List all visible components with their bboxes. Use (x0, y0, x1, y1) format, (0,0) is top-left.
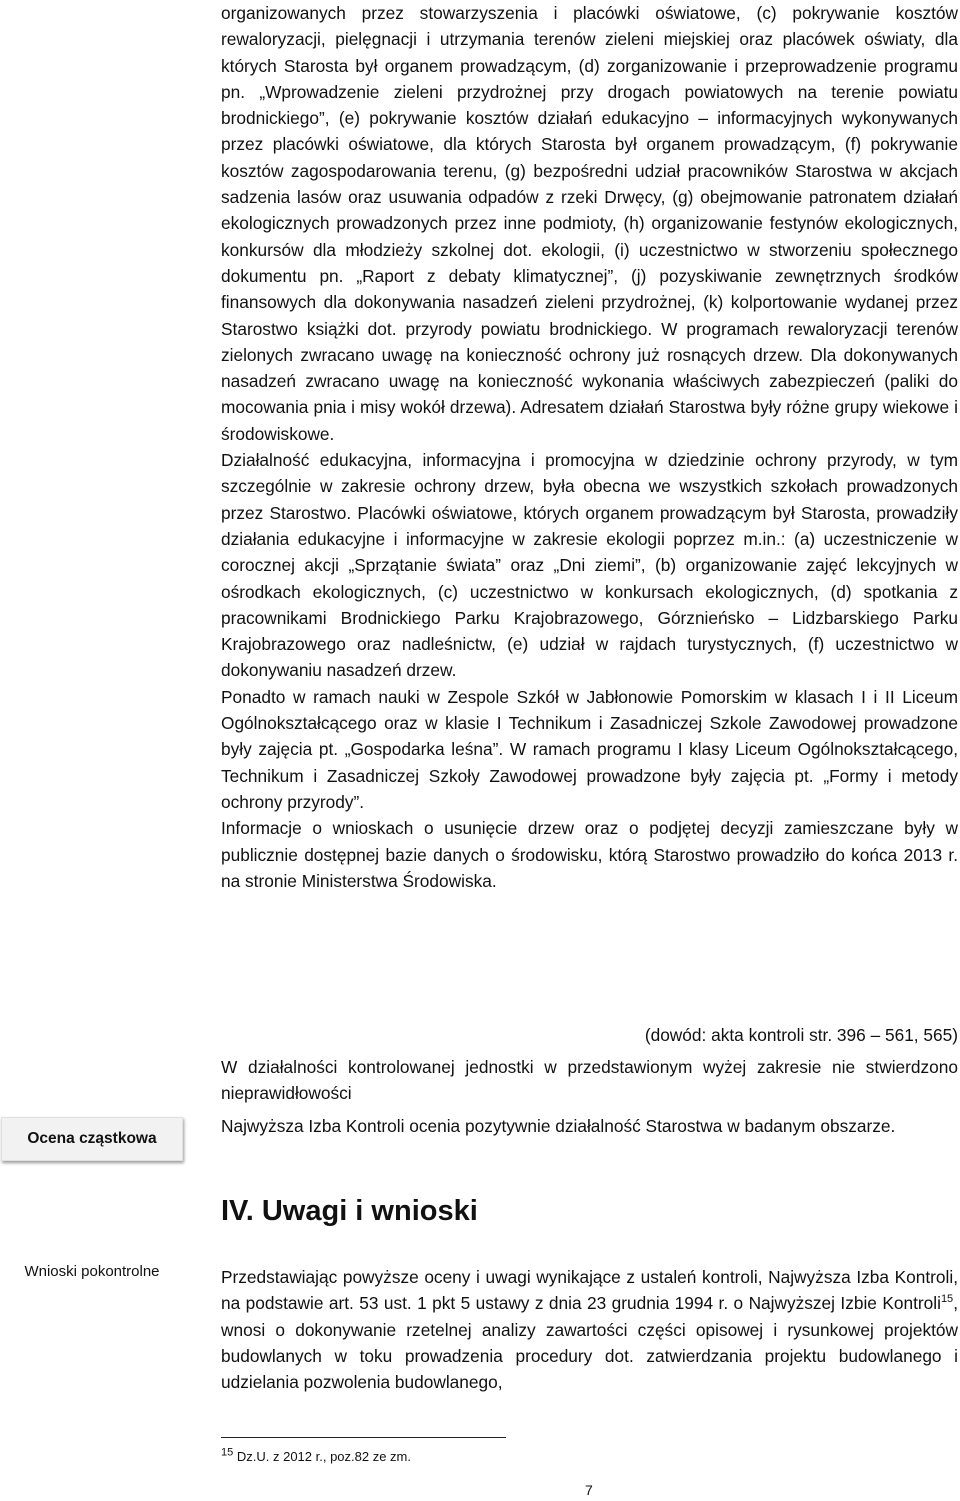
body-text-block-3 (221, 1264, 958, 1395)
paragraph-education: Działalność edukacyjna, informacyjna i promocyjna w dziedzinie ochrony przyrody, w tym szczególnie w zakresie ochrony drzew, była obecna we wszystkich szkołach prowadzonych przez Starostwo. Placówki oświatowe, których organem prowadzącym był Starosta, prowadziły działania edukacyjne i informacyjne w zakresie ekologii poprzez m.in.: (a) uczestniczenie w corocznej akcji „Sprzątanie świata” oraz „Dni ziemi”, (b) organizowanie zajęć lekcyjnych w ośrodkach ekologicznych, (c) uczestnictwo w konkursach ekologicznych, (d) spotkania z pracownikami Brodnickiego Parku Krajobrazowego, Górznieńsko – Lidzbarskiego Parku Krajobrazowego oraz nadleśnictw, (e) udział w rajdach turystycznych, (f) uczestnictwo w dokonywaniu nasadzeń drzew. (221, 450, 958, 681)
paragraph-database: Informacje o wnioskach o usunięcie drzew oraz o podjętej decyzji zamieszczane były w publicznie dostępnej bazie danych o środowisku, którą Starostwo prowadziło do końca 2013 r. na stronie Ministerstwa Środowiska. (221, 818, 958, 891)
paragraph-programs: organizowanych przez stowarzyszenia i placówki oświatowe, (c) pokrywanie kosztów rewaloryzacji, pielęgnacji i utrzymania terenów zieleni miejskiej oraz placówek oświaty, dla których Starosta był organem prowadzącym, (d) zorganizowanie i przeprowadzenie programu pn. „Wprowadzenie zieleni przydrożnej przy drogach powiatowych na terenie powiatu brodnickiego”, (e) pokrywanie kosztów działań edukacyjno – informacyjnych wykonywanych przez placówki oświatowe, dla których Starosta był organem prowadzącym, (f) pokrywanie kosztów zagospodarowania terenu, (g) bezpośredni udział pracowników Starostwa w akcjach sadzenia lasów oraz usuwania odpadów z rzeki Drwęcy, (g) obejmowanie patronatem działań ekologicznych prowadzonych przez inne podmioty, (h) organizowanie festynów ekologicznych, konkursów dla młodzieży szkolnej dot. ekologii, (i) uczestnictwo w stworzeniu społecznego dokumentu pn. „Raport z debaty klimatycznej”, (j) pozyskiwanie zewnętrznych środków finansowych dla dokonywania nasadzeń zieleni przydrożnej, (k) kolportowanie wydanej przez Starostwo książki dot. przyrody powiatu brodnickiego. W programach rewaloryzacji terenów zielonych zwracano uwagę na konieczność ochrony już rosnących drzew. Dla dokonywanych nasadzeń zwracano uwagę na konieczność wykonania właściwych zabezpieczeń (paliki do mocowania pnia i misy wokół drzewa). Adresatem działań Starostwa były różne grupy wiekowe i środowiskowe. (221, 3, 958, 444)
sidebar-label-ocena-czastkowa (1, 1117, 183, 1161)
section-heading: IV. Uwagi i wnioski (221, 1195, 478, 1227)
paragraph-positive-assessment: Najwyższa Izba Kontroli ocenia pozytywnie działalność Starostwa w badanym obszarze. (221, 1115, 896, 1136)
body-text-block-1 (221, 0, 958, 894)
evidence-citation: (dowód: akta kontroli str. 396 – 561, 565) (644, 1025, 958, 1045)
footnote-separator (221, 1437, 506, 1438)
footnote (221, 1446, 411, 1464)
sidebar-label-wnioski: Wnioski pokontrolne (24, 1263, 160, 1280)
conclusions-text-part-1: Przedstawiając powyższe oceny i uwagi wynikające z ustaleń kontroli, Najwyższa Izba Kontroli, na podstawie art. 53 ust. 1 pkt 5 ustawy z dnia 23 grudnia 1994 r. o Najwyższej Izbie Kontroli (221, 1267, 958, 1314)
page-number: 7 (585, 1482, 593, 1498)
paragraph-classes: Ponadto w ramach nauki w Zespole Szkół w Jabłonowie Pomorskim w klasach I i II Liceum Ogólnokształcącego oraz w klasie I Technikum i Zasadniczej Szkole Zawodowej prowadzone były zajęcia pt. „Gospodarka leśna”. W ramach programu I klasy Liceum Ogólnokształcącego, Technikum i Zasadniczej Szkoły Zawodowej prowadzone były zajęcia pt. „Formy i metody ochrony przyrody”. (221, 686, 958, 812)
paragraph-no-irregularities: W działalności kontrolowanej jednostki w przedstawionym wyżej zakresie nie stwierdzono nieprawidłowości (221, 1057, 958, 1104)
conclusions-text-part-2: , wnosi o dokonywanie rzetelnej analizy zawartości części opisowej i rysunkowej projektów budowlanych w toku prowadzenia procedury dot. zatwierdzania projektu budowlanego i udzielania pozwolenia budowlanego, (221, 1293, 958, 1393)
sidebar-ocena-text: Ocena cząstkowa (27, 1130, 157, 1147)
body-text-block-2 (221, 1054, 958, 1139)
footnote-text: Dz.U. z 2012 r., poz.82 ze zm. (233, 1449, 411, 1464)
footnote-number: 15 (221, 1446, 234, 1459)
paragraph-conclusions (221, 1264, 958, 1395)
footnote-reference[interactable]: 15 (940, 1293, 954, 1306)
